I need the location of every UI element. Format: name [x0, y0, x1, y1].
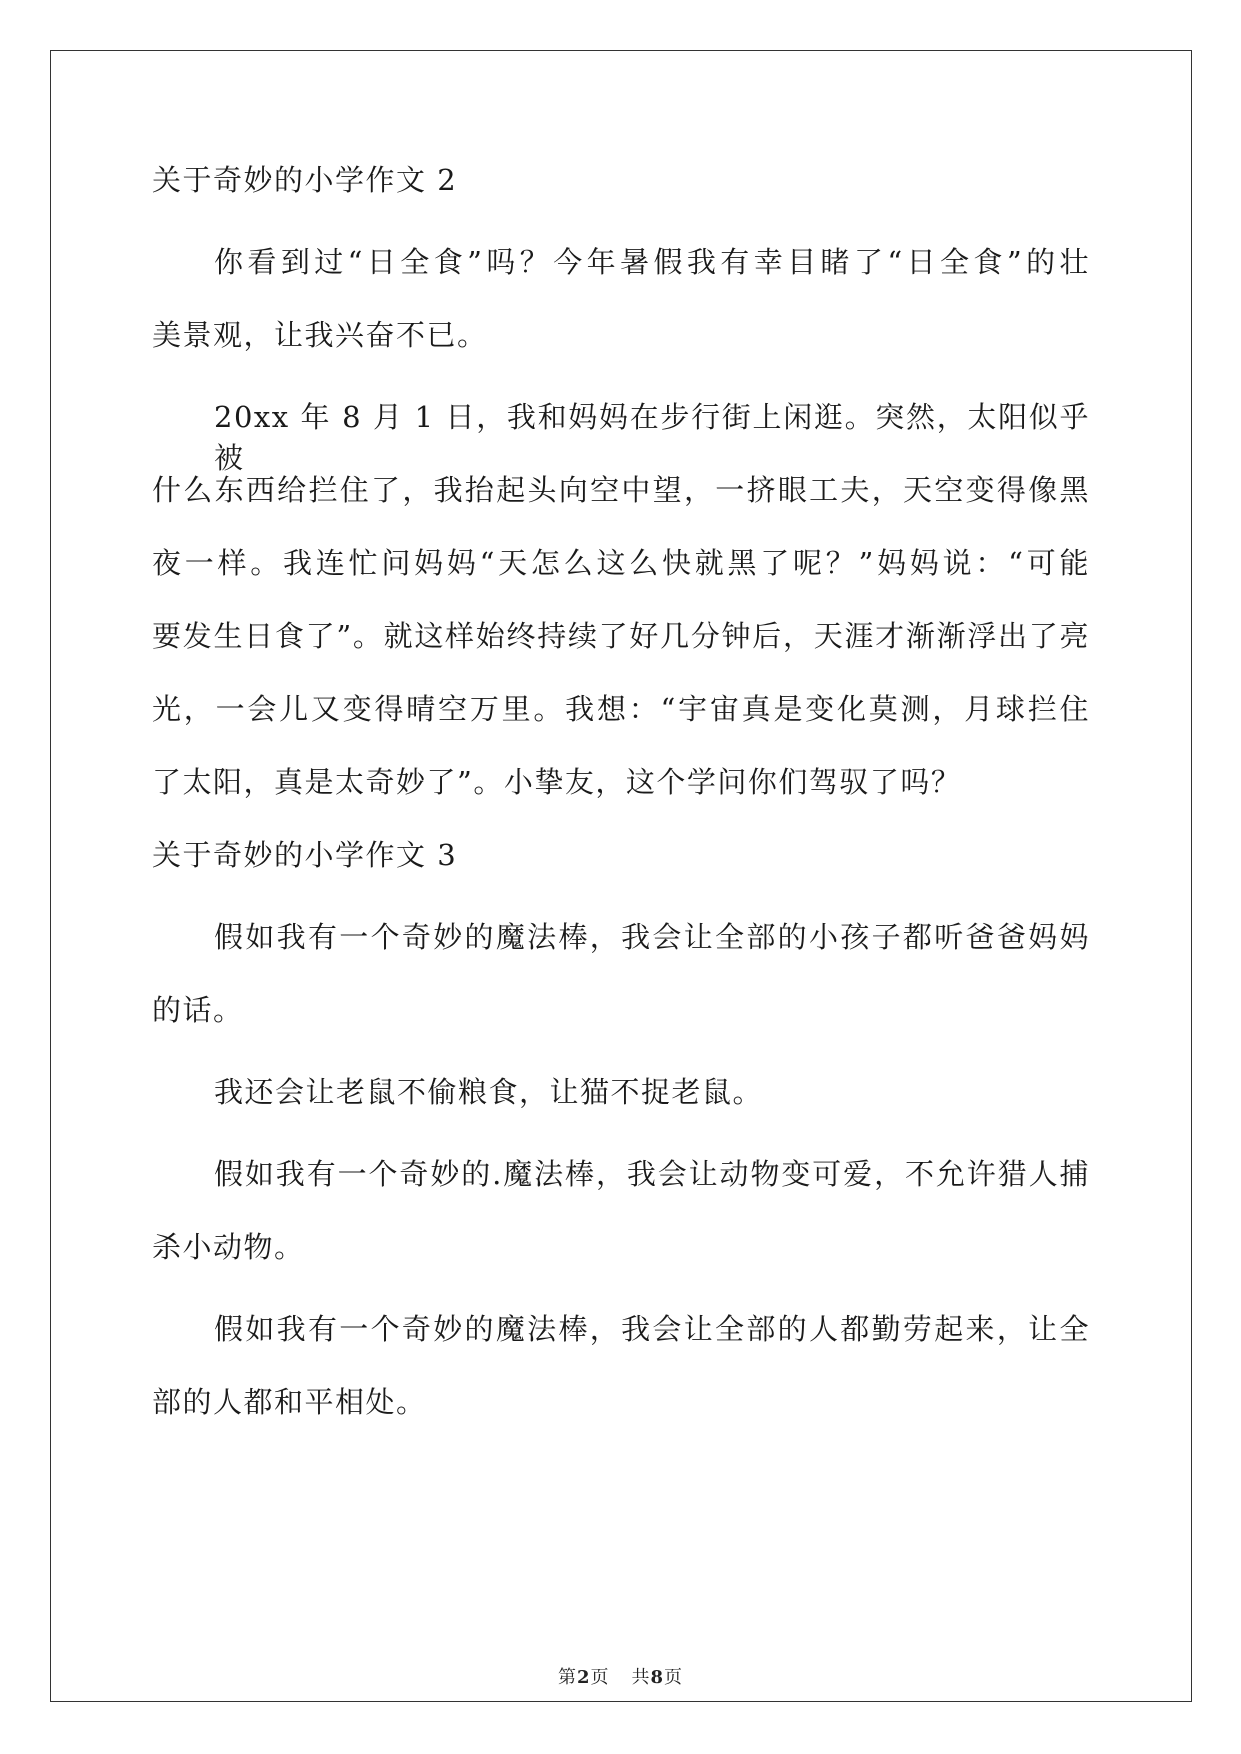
paragraph-line: 了太阳，真是太奇妙了”。小挚友，这个学问你们驾驭了吗？ — [152, 765, 962, 799]
paragraph-line: 假如我有一个奇妙的魔法棒，我会让全部的人都勤劳起来，让全 — [214, 1312, 1090, 1346]
total-suffix: 页 — [664, 1667, 684, 1688]
paragraph-line: 美景观，让我兴奋不已。 — [152, 318, 488, 352]
page-prefix: 第 — [557, 1667, 577, 1688]
current-page-number: 2 — [576, 1667, 591, 1688]
paragraph-line: 我还会让老鼠不偷粮食，让猫不捉老鼠。 — [214, 1075, 764, 1109]
paragraph-line: 要发生日食了”。就这样始终持续了好几分钟后，天涯才渐渐浮出了亮 — [152, 619, 1090, 653]
total-page-number: 8 — [650, 1667, 665, 1688]
section-title: 关于奇妙的小学作文 2 — [152, 163, 458, 197]
paragraph-line: 你看到过“日全食”吗？今年暑假我有幸目睹了“日全食”的壮 — [214, 245, 1090, 279]
paragraph-line: 的话。 — [152, 993, 244, 1027]
paragraph-line: 20xx 年 8 月 1 日，我和妈妈在步行街上闲逛。突然，太阳似乎被 — [214, 400, 1090, 475]
paragraph-line: 夜一样。我连忙问妈妈“天怎么这么快就黑了呢？”妈妈说：“可能 — [152, 546, 1090, 580]
paragraph-line: 杀小动物。 — [152, 1230, 305, 1264]
paragraph-line: 假如我有一个奇妙的.魔法棒，我会让动物变可爱，不允许猎人捕 — [214, 1157, 1090, 1191]
section-title: 关于奇妙的小学作文 3 — [152, 838, 458, 872]
paragraph-line: 光，一会儿又变得晴空万里。我想：“宇宙真是变化莫测，月球拦住 — [152, 692, 1090, 726]
paragraph-line: 假如我有一个奇妙的魔法棒，我会让全部的小孩子都听爸爸妈妈 — [214, 920, 1090, 954]
paragraph-line: 部的人都和平相处。 — [152, 1385, 427, 1419]
paragraph-line: 什么东西给拦住了，我抬起头向空中望，一挤眼工夫，天空变得像黑 — [152, 473, 1090, 507]
total-prefix: 共 — [631, 1667, 651, 1688]
document-body — [152, 160, 1090, 1423]
page-footer — [0, 1663, 1241, 1689]
page-suffix: 页 — [590, 1667, 610, 1688]
